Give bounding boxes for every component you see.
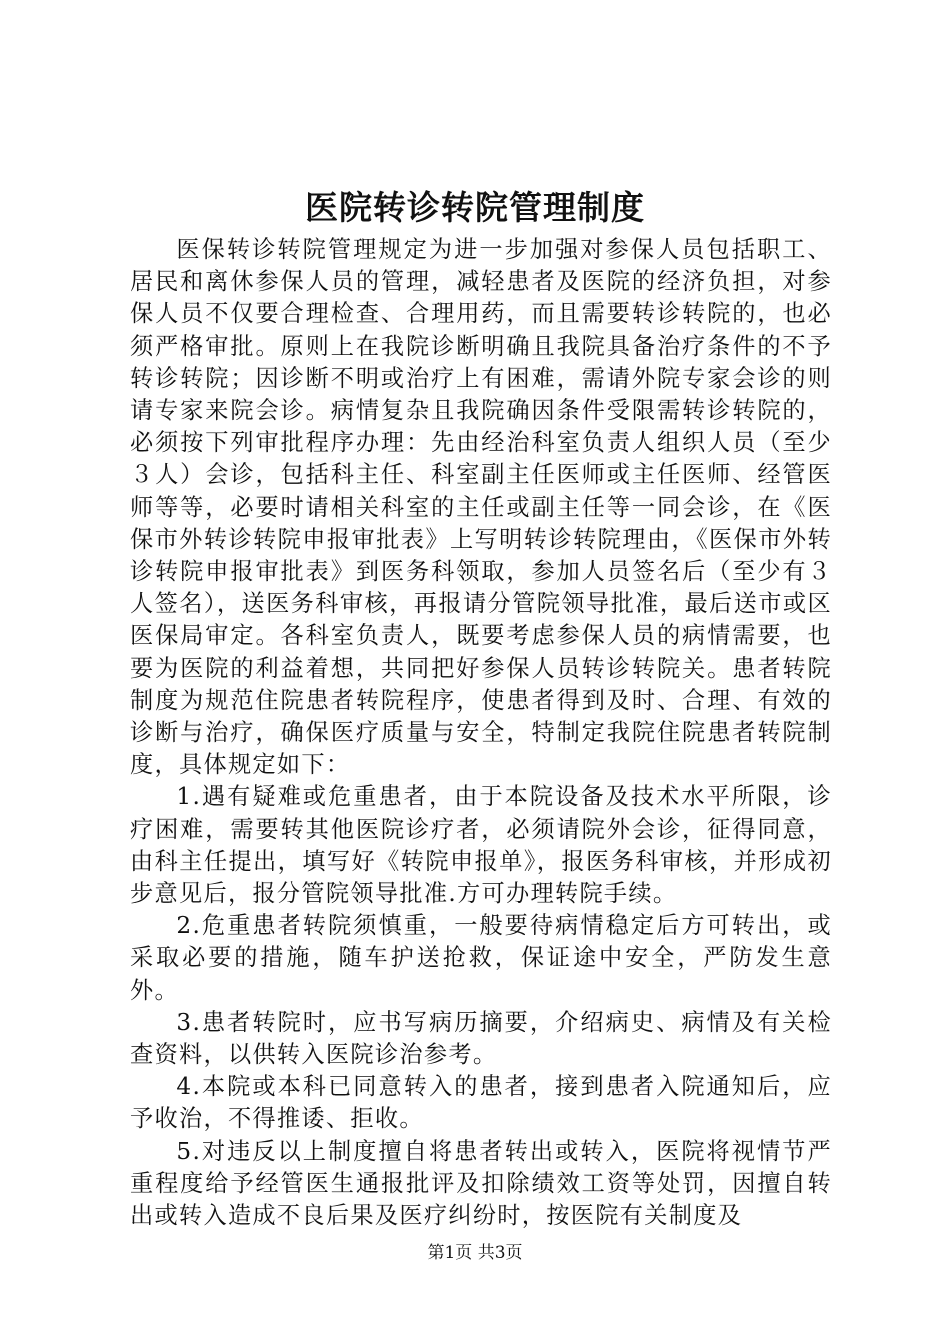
- document-title: 医院转诊转院管理制度: [305, 188, 645, 227]
- rule-item-1: 1.遇有疑难或危重患者，由于本院设备及技术水平所限，诊疗困难，需要转其他医院诊疗者，必须请院外会诊，征得同意，由科主任提出，填写好《转院申报单》，报医务科审核，并形成初步意见后，报分管院领导批准.方可办理转院手续。: [130, 783, 832, 908]
- document-body: [130, 234, 832, 1232]
- rule-item-2: 2.危重患者转院须慎重，一般要待病情稳定后方可转出，或采取必要的措施，随车护送抢救，保证途中安全，严防发生意外。: [130, 912, 832, 1004]
- rule-item-5: 5.对违反以上制度擅自将患者转出或转入，医院将视情节严重程度给予经管医生通报批评及扣除绩效工资等处罚，因擅自转出或转入造成不良后果及医疗纠纷时，按医院有关制度及: [130, 1137, 832, 1230]
- page-number-footer: 第1页 共3页: [427, 1243, 523, 1263]
- rule-item-3: 3.患者转院时，应书写病历摘要，介绍病史、病情及有关检查资料，以供转入医院诊治参考。: [130, 1008, 832, 1069]
- intro-paragraph: 医保转诊转院管理规定为进一步加强对参保人员包括职工、居民和离休参保人员的管理，减轻患者及医院的经济负担，对参保人员不仅要合理检查、合理用药，而且需要转诊转院的，也必须严格审批。原则上在我院诊断明确且我院具备治疗条件的不予转诊转院；因诊断不明或治疗上有困难，需请外院专家会诊的则请专家来院会诊。病情复杂且我院确因条件受限需转诊转院的，必须按下列审批程序办理：先由经治科室负责人组织人员（至少３人）会诊，包括科主任、科室副主任医师或主任医师、经管医师等等，必要时请相关科室的主任或副主任等一同会诊，在《医保市外转诊转院申报审批表》上写明转诊转院理由，《医保市外转诊转院申报审批表》到医务科领取，参加人员签名后（至少有３人签名），送医务科审核，再报请分管院领导批准，最后送市或区医保局审定。各科室负责人，既要考虑参保人员的病情需要，也要为医院的利益着想，共同把好参保人员转诊转院关。患者转院制度为规范住院患者转院程序，使患者得到及时、合理、有效的诊断与治疗，确保医疗质量与安全，特制定我院住院患者转院制度，具体规定如下：: [130, 236, 832, 779]
- rule-item-4: 4.本院或本科已同意转入的患者，接到患者入院通知后，应予收治，不得推诿、拒收。: [130, 1073, 832, 1133]
